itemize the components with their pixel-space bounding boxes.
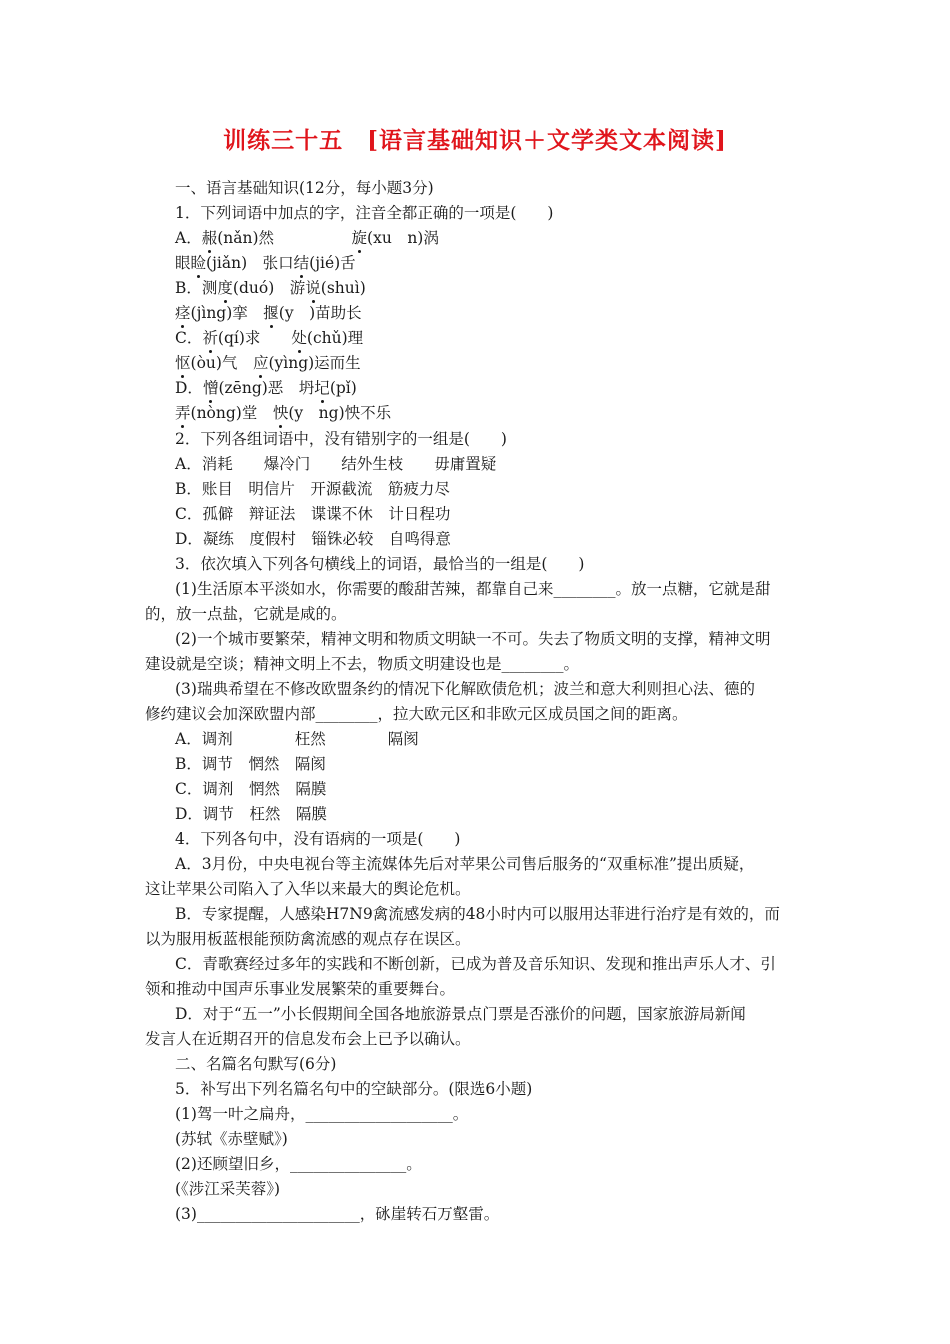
text-line: B．账目 明信片 开源截流 筋疲力尽 [175,480,450,498]
text-line: (3)瑞典希望在不修改欧盟条约的情况下化解欧债危机；波兰和意大利则担心法、德的 [175,680,755,698]
text-line: (1)驾一叶之扁舟，___________________。 [175,1105,469,1123]
text-line: C．调剂 惘然 隔膜 [175,780,327,798]
text-line: B．专家提醒，人感染H7N9禽流感发病的48小时内可以服用达菲进行治疗是有效的，而 [175,905,780,923]
text-line: 3．依次填入下列各句横线上的词语，最恰当的一组是( ) [175,555,585,573]
text-line: A．3月份，中央电视台等主流媒体先后对苹果公司售后服务的“双重标准”提出质疑， [175,855,755,873]
text-line: 眼睑(jiǎn) 张口结(jié)舌 [175,254,356,272]
text-line: (《涉江采芙蓉》) [175,1180,281,1198]
text-line: 以为服用板蓝根能预防禽流感的观点存在误区。 [145,930,471,948]
text-line: 4．下列各句中，没有语病的一项是( ) [175,830,461,848]
text-line: A．消耗 爆冷门 结外生枝 毋庸置疑 [175,455,497,473]
text-line: 领和推动中国声乐事业发展繁荣的重要舞台。 [145,980,456,998]
text-line: D．憎(zēng)恶 坍圮(pǐ) [175,379,357,397]
text-line: C．孤僻 辩证法 谍谍不休 计日程功 [175,505,451,523]
text-line: B．调节 惘然 隔阂 [175,755,326,773]
text-line: 一、语言基础知识(12分，每小题3分) [175,179,434,197]
text-line: 怄(òu)气 应(yìng)运而生 [175,354,361,372]
text-line: 建设就是空谈；精神文明上不去，物质文明建设也是________。 [145,655,580,673]
text-line: (2)还顾望旧乡，_______________。 [175,1155,422,1173]
text-line: A．调剂 枉然 隔阂 [175,730,419,748]
text-line: (苏轼《赤壁赋》) [175,1130,288,1148]
text-line: 发言人在近期召开的信息发布会上已予以确认。 [145,1030,471,1048]
text-line: 2．下列各组词语中，没有错别字的一组是( ) [175,430,507,448]
text-line: C．祈(qí)求 处(chǔ)理 [175,329,364,347]
text-line: D．调节 枉然 隔膜 [175,805,327,823]
text-line: 的，放一点盐，它就是咸的。 [145,605,347,623]
text-line: (2)一个城市要繁荣，精神文明和物质文明缺一不可。失去了物质文明的支撑，精神文明 [175,630,771,648]
text-line: 二、名篇名句默写(6分) [175,1055,337,1073]
text-line: 痉(jìng)挛 揠(y )苗助长 [175,304,362,322]
text-line: (1)生活原本平淡如水，你需要的酸甜苦辣，都靠自己来________。放一点糖，它就是甜 [175,580,771,598]
text-line: (3)_____________________，砯崖转石万壑雷。 [175,1205,500,1223]
text-line: B．测度(duó) 游说(shuì) [175,279,366,297]
text-line: A．赧(nǎn)然 旋(xu n)涡 [175,229,439,247]
page-title: 训练三十五 [语言基础知识＋文学类文本阅读] [223,127,727,154]
text-line: D．对于“五一”小长假期间全国各地旅游景点门票是否涨价的问题，国家旅游局新闻 [175,1005,746,1023]
text-line: 修约建议会加深欧盟内部________，拉大欧元区和非欧元区成员国之间的距离。 [145,705,688,723]
text-line: D．凝练 度假村 锱铢必较 自鸣得意 [175,530,451,548]
text-line: 5．补写出下列名篇名句中的空缺部分。(限选6小题) [175,1080,533,1098]
text-line: 1．下列词语中加点的字，注音全都正确的一项是( ) [175,204,554,222]
text-line: 弄(nòng)堂 怏(y ng)怏不乐 [175,404,392,422]
text-line: C．青歌赛经过多年的实践和不断创新，已成为普及音乐知识、发现和推出声乐人才、引 [175,955,776,973]
text-line: 这让苹果公司陷入了入华以来最大的舆论危机。 [145,880,471,898]
